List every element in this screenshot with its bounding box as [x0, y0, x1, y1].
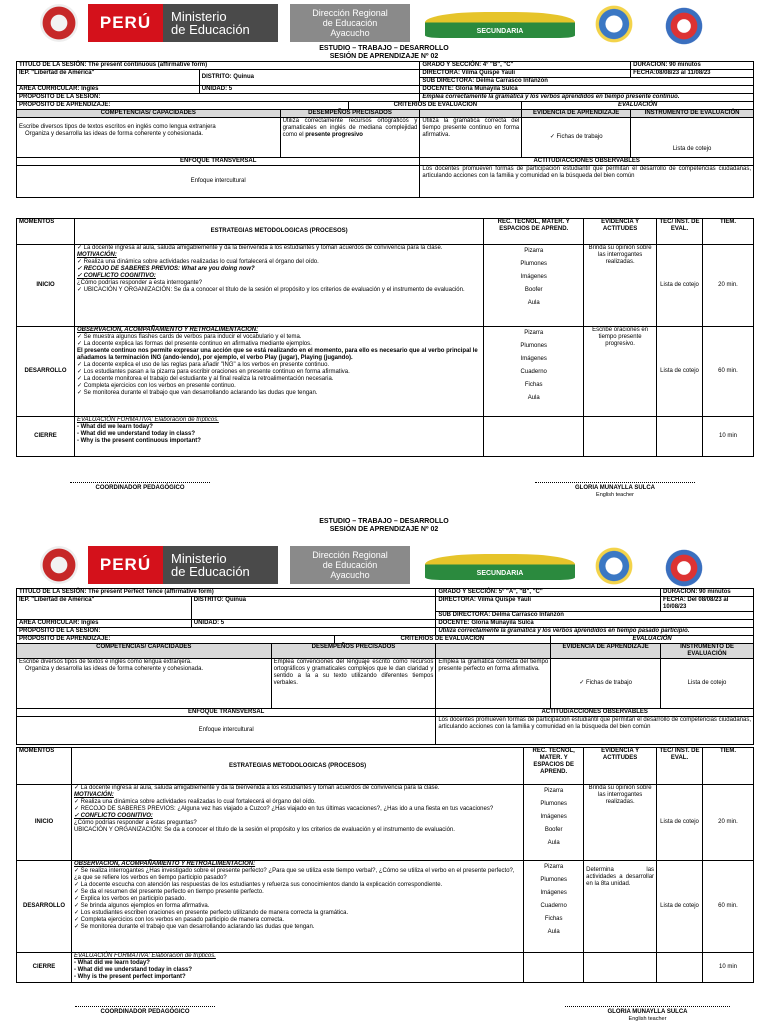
- minedu-logo: PERÚ Ministerio de Educación: [88, 546, 278, 584]
- teacher-signature: GLORIA MUNAYLLA SULCA English teacher: [535, 482, 695, 499]
- session2-header-table: TITULO DE LA SESIÓN: The present Perfect Tence (affirmative form) GRADO Y SECCIÓN: 5º "A", "B", "C" DURACION: 90 minutos IEP. "Libertad de América" DISTRITO: Quinua DIRECTORA: Vilma Quispe Yauli FECHA: Del 08/08/23 al 10/08/23 SUB DIRECTORA: Delma Carrasco Infanzón AREA CURRICULAR: Inglés UNIDAD: 5 DOCENTE: Gloria Munayila Sulca PROPOSITO DE LA SESION: Utiliza correctamente la gramática y los verbos aprendidos en tiempo pasado participio. PROPOSITO DE APRENDIZAJE: CRITERIOS DE EVALUACION EVALUACIÓN COMPETENCIAS/ CAPACIDADES DESEMPEÑOS PRECISADOS EVIDENCIA DE APRENDIZAJE INSTRUMENTO DE EVALUACIÓN Escribe diversos tipos de textos e inglés como lengua extranjera. Organiza y desarrolla las ideas de forma coherente y cohesionada. Emplea convenciones del lenguaje escrito como recursos ortográficos y gramaticales complejos que le dan claridad y sentido a la a su texto utilizando diferentes tiempos verbales. Emplea la gramática correcta del tiempo presente perfecto en forma afirmativa. ✓ Fichas de trabajo Lista de cotejo ENFOQUE TRANSVERSAL ACTITUD/ACCIONES OBSERVABLES Enfoque intercultural Los docentes promueven formas de participación estudiantil que permitan el desarrollo de competencias ciudadanas, articulando acciones con la familia y comunidad en la búsqueda del bien común: [16, 588, 754, 745]
- coordinator-signature-2: COORDINADOR PEDAGÓGICO: [75, 1006, 215, 1016]
- seal-logo: [588, 546, 640, 586]
- session1-strategy-table: MOMENTOS ESTRATEGIAS METODOLOGICAS (PROCESOS) REC. TECNOL, MATER. Y ESPACIOS DE APREND. EVIDENCIA Y ACTITUDES TEC/ INST. DE EVAL. TIEM. INICIO ✓ La docente ingresa al aula, saluda amigablemente y da la bienvenida a los estudiantes y toman acuerdos de convivencia para la clase. MOTIVACIÓN: ✓ Realiza una dinámica sobre actividades realizadas lo cual fortalecerá el órgano del oído. ✓ RECOJO DE SABERES PREVIOS: What are you doing now? ✓ CONFLICTO COGNITIVO: ¿Cómo podrías responder a esta interrogante? ✓ UBICACIÓN Y ORGANIZACIÓN: Se da a conocer el título de la sesión el propósito y los criterios de evaluación y el instrumento de evaluación. Pizarra Plumones Imágenes Boofer Aula Brinda su opinión sobre las interrogantes realizadas. Lista de cotejo 20 min. DESARROLLO OBSERVACION, ACOMPAÑAMIENTO Y RETROALIMENTACION: ✓ Se muestra algunos flashes cards de verbos para inducir el vocabulario y el tema. ✓ La docente explica las formas del presente continuo en afirmativa mediante ejemplos. El presente continuo nos permite expresar una acción que se está realizando en el momento, para ello es necesario que al verbo principal le añadamos la terminación ING (ando-iendo), por ejemplo, el verbo Play (jugar), Playing (jugando). ✓ La docente explica el uso de las reglas para añadir "ING" a los verbos en presente continuo. ✓ Los estudiantes pasan a la pizarra para escribir oraciones en presente continuo en forma afirmativa. ✓ La docente monitorea el trabajo del estudiante y al final realiza la retroalimentación necesaria. ✓ Completa ejercicios con los verbos en presente continuo. ✓ Se monitorea durante el trabajo que van desarrollando aclarando las dudas que tengan. Pizarra Plumones Imágenes Cuaderno Fichas Aula Escribe oraciones en tiempo presente progresivo. Lista de cotejo 60 min. CIERRE EVALUACIÓN FORMATIVA: Elaboración de trípticos. - What did we learn today? - What did we understand today in class? - Why is the present continuous important? 10 min: [16, 218, 754, 457]
- emblem-logo: [660, 4, 708, 48]
- banner: ESTUDIO – TRABAJO – DESARROLLO SESIÓN DE APRENDIZAJE Nº 02: [319, 45, 449, 60]
- teacher-signature-2: GLORIA MUNAYLLA SULCA English teacher: [565, 1006, 730, 1023]
- emblem-logo: [660, 546, 708, 590]
- school-logo: SECUNDARIA: [425, 12, 575, 38]
- dre-logo: Dirección Regional de Educación Ayacucho: [290, 4, 410, 42]
- banner-2: ESTUDIO – TRABAJO – DESARROLLO SESIÓN DE APRENDIZAJE Nº 02: [319, 518, 449, 533]
- seal-logo: [588, 4, 640, 44]
- school-logo: SECUNDARIA: [425, 554, 575, 580]
- session1-header-table: TITULO DE LA SESIÓN: The present continuous (affirmative form) GRADO Y SECCIÓN: 4º "B", "C" DURACION: 90 minutos IEP. "Libertad de América" DISTRITO: Quinua DIRECTORA: Vilma Quispe Yauli FECHA:08/08/23 al 11/08/23 SUB DIRECTORA: Delma Carrasco Infanzón AREA CURRICULAR: Inglés UNIDAD: 5 DOCENTE: Gloria Munayila Sulca PROPOSITO DE LA SESION: Emplea correctamente la gramática y los verbos aprendidos en tiempo presente continuo. PROPOSITO DE APRENDIZAJE: CRITERIOS DE EVALUACION EVALUACIÓN COMPETENCIAS/ CAPACIDADES DESEMPEÑOS PRECISADOS EVIDENCIA DE APRENDIZAJE INSTRUMENTO DE EVALUACIÓN Escribe diversos tipos de textos escritos en inglés como lengua extranjera Organiza y desarrolla las ideas de forma coherente y cohesionada. Utiliza correctamente recursos ortográficos y gramaticales en inglés de mediana complejidad como el presente progresivo Utiliza la gramática correcta del tiempo presente continuo en forma afirmativa. ✓ Fichas de trabajo Lista de cotejo ENFOQUE TRANSVERSAL ACTITUD/ACCIONES OBSERVABLES Enfoque intercultural Los docentes promueven formas de participación estudiantil que permitan el desarrollo de competencias ciudadanas, articulando acciones con la familia y comunidad en la búsqueda del bien común: [16, 61, 754, 198]
- peru-shield-logo: [40, 4, 78, 42]
- peru-shield-logo: [40, 546, 78, 584]
- logo-bar-2: [0, 546, 768, 586]
- minedu-logo: PERÚ Ministerio de Educación: [88, 4, 278, 42]
- session2-strategy-table: MOMENTOS ESTRATEGIAS METODOLOGICAS (PROCESOS) REC. TECNOL, MATER. Y ESPACIOS DE APREND. EVIDENCIA Y ACTITUDES TEC/ INST. DE EVAL. TIEM. INICIO ✓ La docente ingresa al aula, saluda amigablemente y da la bienvenida a los estudiantes y toman acuerdos de convivencia para la clase. MOTIVACIÓN: ✓ Realiza una dinámica sobre actividades realizadas lo cual fortalecerá el órgano del oído. ✓ RECOJO DE SABERES PREVIOS: ¿Alguna vez has viajado a Cuzco? ¿Has viajado en tus últimas vacaciones?, ¿Has ido a una fiesta en tus vacaciones? ✓ CONFLICTO COGNITIVO: ¿Cómo podrías responder a estas preguntas? UBICACIÓN Y ORGANIZACIÓN: Se da a conocer el título de la sesión el propósito y los criterios de evaluación y el instrumento de evaluación. Pizarra Plumones Imágenes Boofer Aula Brinda su opinión sobre las interrogantes realizadas. Lista de cotejo 20 min. DESARROLLO OBSERVACION, ACOMPAÑAMIENTO Y RETROALIMENTACION: ✓ Se realiza interrogantes ¿Has investigado sobre el presente perfecto? ¿Para que se utiliza este tiempo verbal?, ¿Cómo se utiliza el verbo en el presente perfecto?, ¿a que se refiere los verbos en tiempo participio pasado? ✓ La docente escucha con atención las respuestas de los estudiantes y refuerza sus conocimientos dando la explicación correspondiente. ✓ Se da el resumen del presente perfecto en tiempo presente perfecto. ✓ Explica los verbos en participio pasado. ✓ Se brinda algunos ejemplos en forma afirmativa. ✓ Los estudiantes escriben oraciones en presente perfecto utilizando de manera correcta la gramática. ✓ Completa ejercicios con los verbos en pasado participio de manera correcta. ✓ Se monitorea durante el trabajo que van desarrollando aclarando las dudas que tengan. Pizarra Plumones Imágenes Cuaderno Fichas Aula Determina las actividades a desarrollar en la 8ta unidad. Lista de cotejo 60 min. CIERRE EVALUACIÓN FORMATIVA: Elaboración de trípticos. - What did we learn today? - What did we understand today in class? - Why is the present perfect important? 10 min: [16, 747, 754, 983]
- dre-logo: Dirección Regional de Educación Ayacucho: [290, 546, 410, 584]
- coordinator-signature: COORDINADOR PEDAGÓGICO: [70, 482, 210, 492]
- logo-bar: [0, 4, 768, 44]
